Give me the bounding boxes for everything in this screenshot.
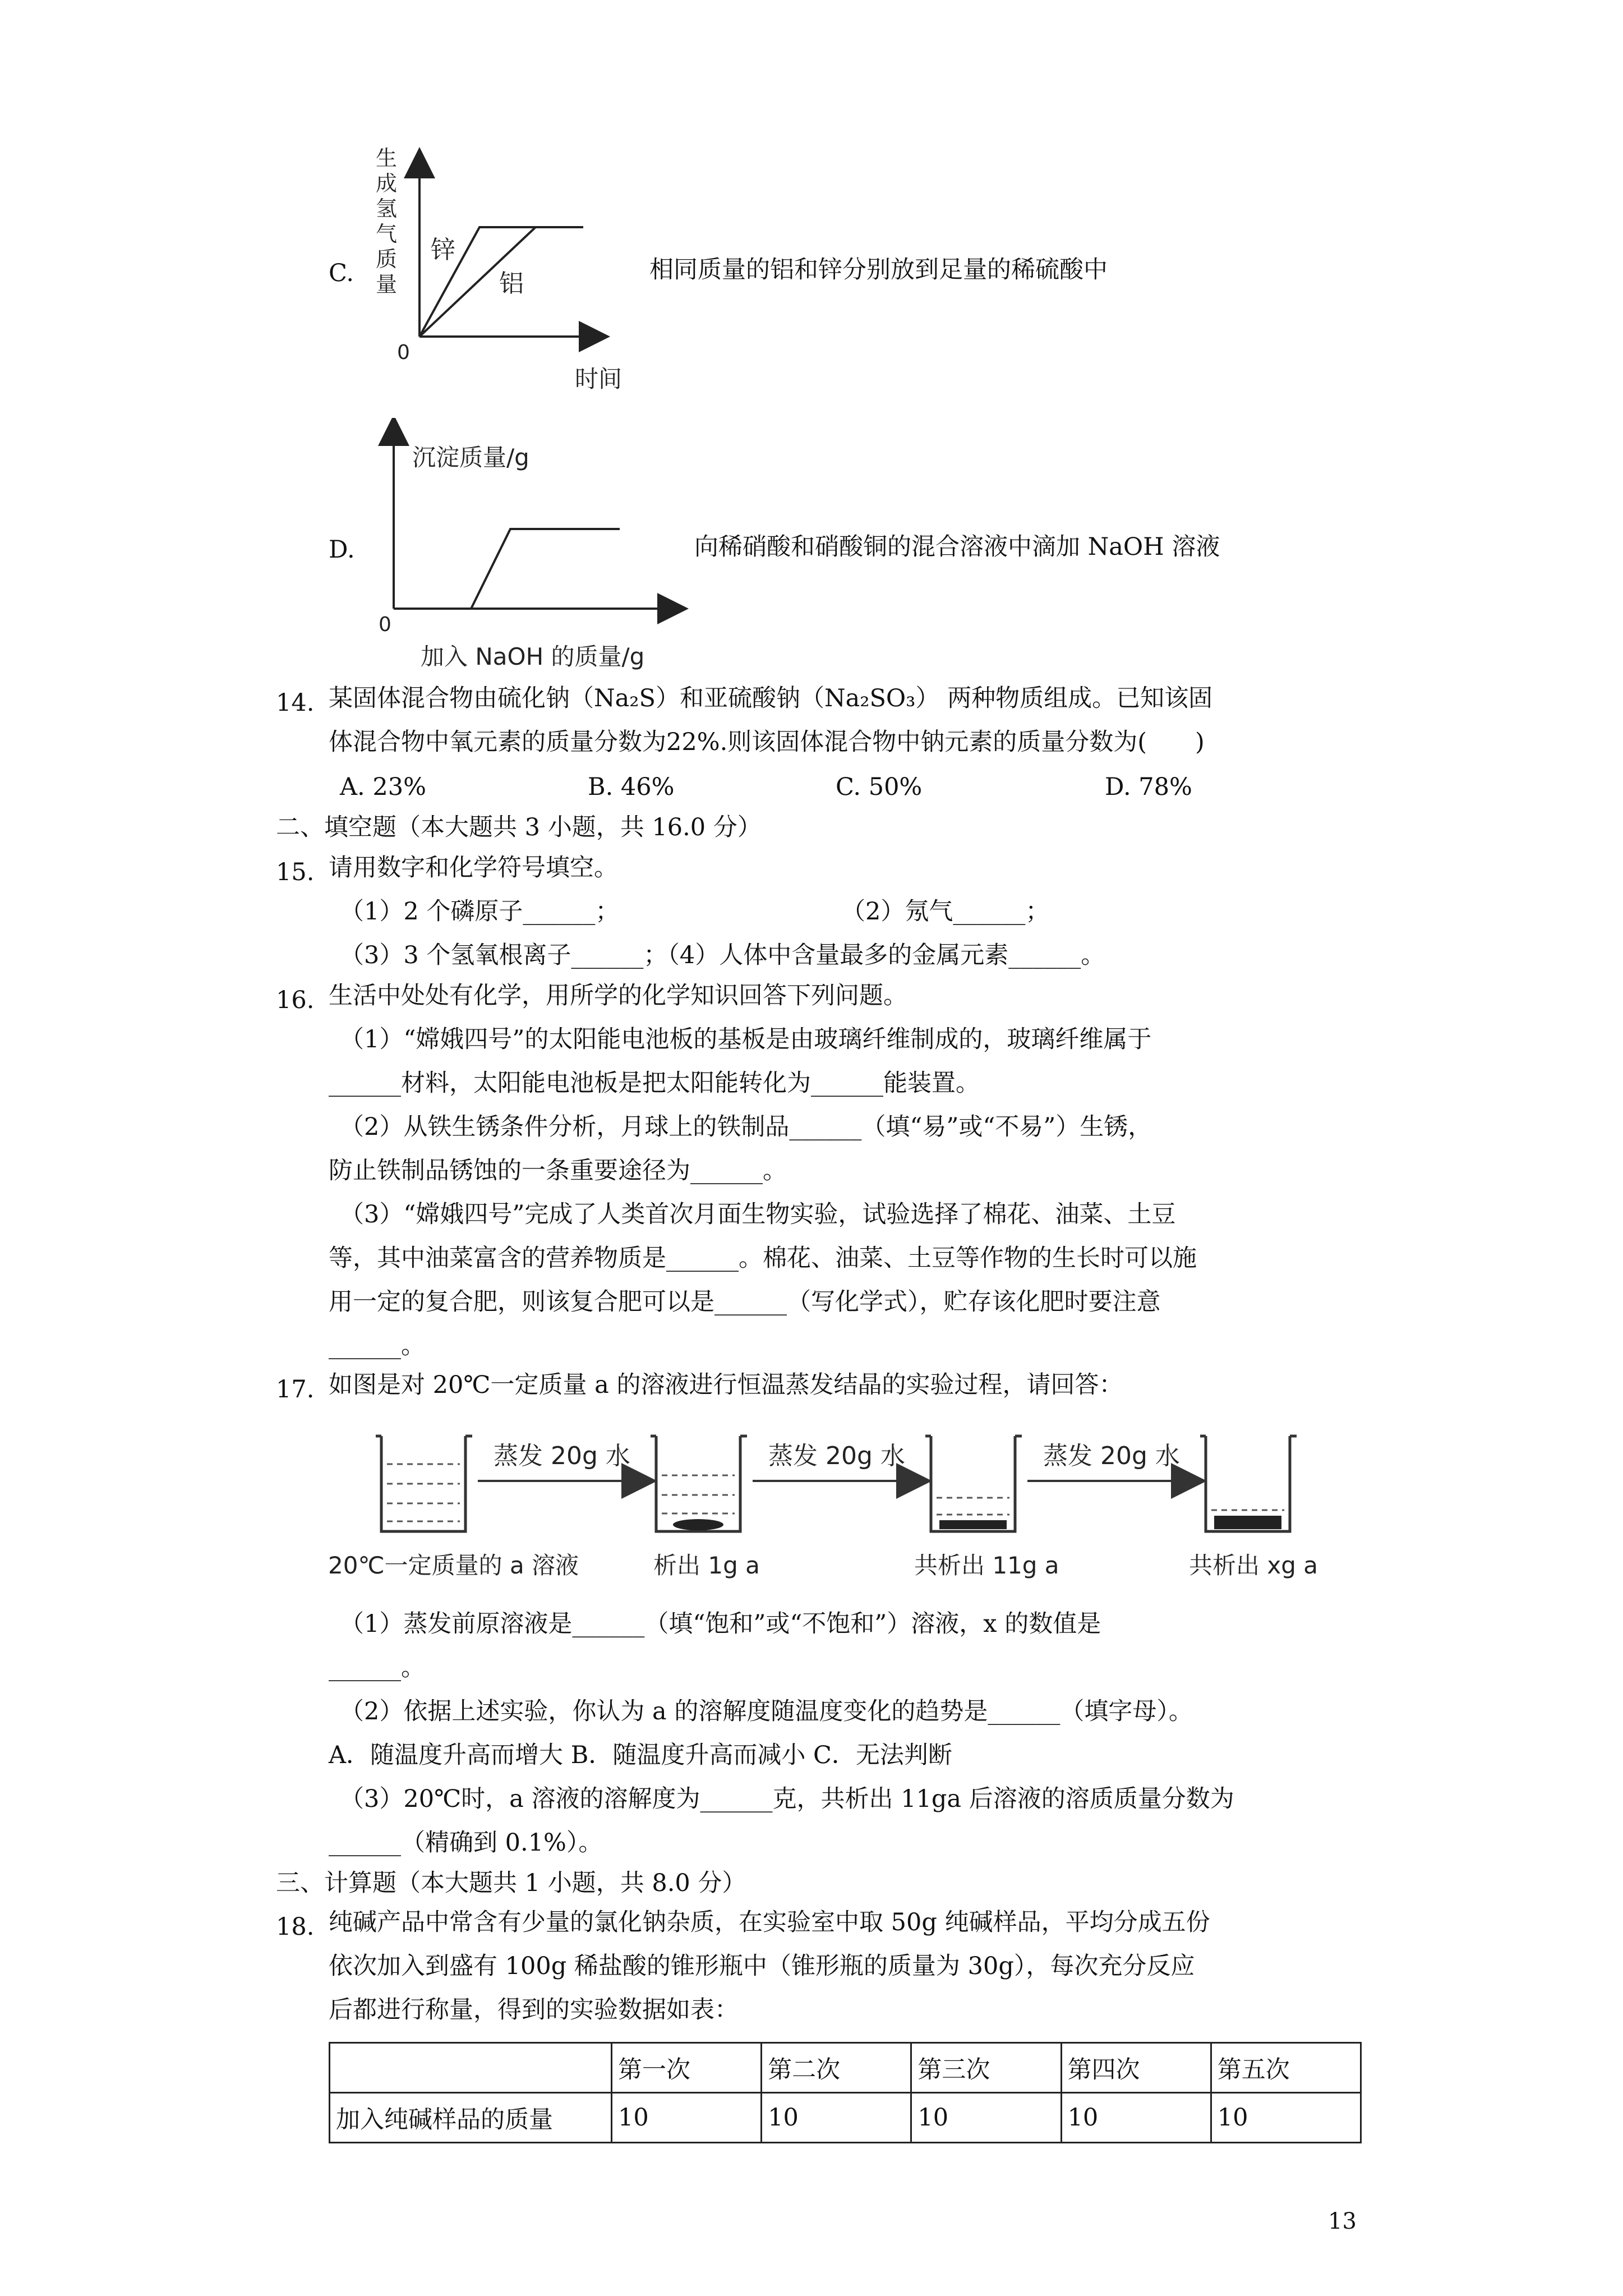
table-row — [330, 2093, 1361, 2143]
q17-line: ______（精确到 0.1%）。 — [329, 1829, 603, 1857]
q14-line1: 某固体混合物由硫化钠（Na₂S）和亚硫酸钠（Na₂SO₃） 两种物质组成。已知该固 — [329, 684, 1213, 712]
table-cell: 加入纯碱样品的质量 — [330, 2093, 612, 2143]
q15-part1: （1）2 个磷原子______； — [340, 898, 620, 926]
q17-stem: 如图是对 20℃一定质量 a 的溶液进行恒温蒸发结晶的实验过程，请回答： — [329, 1371, 1123, 1399]
beaker-4 — [1200, 1436, 1297, 1531]
option-c-label: C. — [329, 259, 354, 287]
q16-line: 等，其中油菜富含的营养物质是______。棉花、油菜、土豆等作物的生长时可以施 — [329, 1244, 1197, 1272]
q16-stem: 生活中处处有化学，用所学的化学知识回答下列问题。 — [329, 982, 907, 1010]
graph-d — [359, 418, 723, 676]
q17-line: （3）20℃时，a 溶液的溶解度为______克，共析出 11ga 后溶液的溶质质量分数为 — [340, 1785, 1234, 1813]
q14-line2: 体混合物中氧元素的质量分数为22%.则该固体混合物中钠元素的质量分数为( ) — [329, 728, 1205, 756]
q18-line: 后都进行称量，得到的实验数据如表： — [329, 1996, 739, 2024]
arrow-2-label: 蒸发 20g 水 — [768, 1442, 905, 1470]
beaker-4-caption: 共析出 xg a — [1189, 1552, 1318, 1579]
q16-line: （2）从铁生锈条件分析，月球上的铁制品______（填“易”或“不易”）生锈， — [340, 1113, 1152, 1141]
table-cell: 10 — [762, 2093, 911, 2143]
beaker-3-caption: 共析出 11g a — [914, 1552, 1059, 1579]
q16-line: 用一定的复合肥，则该复合肥可以是______（写化学式），贮存该化肥时要注意 — [329, 1288, 1161, 1316]
q16-line: （1）“嫦娥四号”的太阳能电池板的基板是由玻璃纤维制成的，玻璃纤维属于 — [340, 1025, 1152, 1053]
table-cell: 10 — [911, 2093, 1061, 2143]
table-header-cell: 第四次 — [1061, 2043, 1211, 2093]
q16-line: 防止铁制品锈蚀的一条重要途径为______。 — [329, 1157, 787, 1185]
q16-number: 16. — [276, 986, 315, 1014]
q16-line: （3）“嫦娥四号”完成了人类首次月面生物实验，试验选择了棉花、油菜、土豆 — [340, 1200, 1176, 1228]
graph-c — [353, 140, 645, 398]
table-cell: 10 — [612, 2093, 762, 2143]
q14-number: 14. — [276, 689, 315, 717]
q15-number: 15. — [276, 858, 315, 886]
table-header-cell: 第一次 — [612, 2043, 762, 2093]
beaker-2-caption: 析出 1g a — [653, 1552, 760, 1579]
evaporation-diagram — [325, 1414, 1357, 1588]
q16-line: ______。 — [329, 1332, 425, 1360]
q15-stem: 请用数字和化学符号填空。 — [329, 854, 618, 882]
q18-line: 依次加入到盛有 100g 稀盐酸的锥形瓶中（锥形瓶的质量为 30g），每次充分反应 — [329, 1952, 1195, 1980]
q17-number: 17. — [276, 1375, 315, 1404]
q15-part2: （2）氖气______； — [841, 898, 1050, 926]
q15-part3: （3）3 个氢氧根离子______；（4）人体中含量最多的金属元素______。 — [340, 941, 1105, 969]
graph-c-zinc-label: 锌 — [431, 236, 455, 264]
table-header-cell: 第三次 — [911, 2043, 1061, 2093]
section-calculation: 三、计算题（本大题共 1 小题，共 8.0 分） — [276, 1869, 746, 1897]
beaker-2 — [651, 1436, 747, 1531]
graph-c-x-label: 时间 — [575, 365, 623, 393]
graph-c-origin: 0 — [397, 341, 410, 364]
table-cell: 10 — [1211, 2093, 1361, 2143]
option-c-text: 相同质量的铝和锌分别放到足量的稀硫酸中 — [649, 256, 1108, 284]
q18-line: 纯碱产品中常含有少量的氯化钠杂质，在实验室中取 50g 纯碱样品，平均分成五份 — [329, 1908, 1210, 1936]
q17-line: （2）依据上述实验，你认为 a 的溶解度随温度变化的趋势是______（填字母）。 — [340, 1697, 1193, 1726]
table-header-cell: 第五次 — [1211, 2043, 1361, 2093]
table-header-cell: 第二次 — [762, 2043, 911, 2093]
beaker-1-caption: 20℃一定质量的 a 溶液 — [328, 1552, 579, 1579]
graph-d-x-label: 加入 NaOH 的质量/g — [421, 643, 645, 670]
table-header-row — [330, 2043, 1361, 2093]
beaker-1 — [376, 1436, 472, 1531]
table-header-cell — [330, 2043, 612, 2093]
q18-number: 18. — [276, 1913, 315, 1941]
table-cell: 10 — [1061, 2093, 1211, 2143]
arrow-3-label: 蒸发 20g 水 — [1043, 1442, 1180, 1470]
q14-option-a: A. 23% — [340, 773, 426, 801]
q14-option-d: D. 78% — [1105, 773, 1192, 801]
page-number: 13 — [1328, 2208, 1357, 2234]
section-fill-in: 二、填空题（本大题共 3 小题，共 16.0 分） — [276, 813, 762, 841]
graph-d-origin: 0 — [379, 613, 391, 636]
arrow-1-label: 蒸发 20g 水 — [494, 1442, 630, 1470]
q14-option-b: B. 46% — [588, 773, 675, 801]
q14-option-c: C. 50% — [836, 773, 923, 801]
q17-line: （1）蒸发前原溶液是______（填“饱和”或“不饱和”）溶液，x 的数值是 — [340, 1610, 1101, 1638]
q17-line: A．随温度升高而增大 B．随温度升高而减小 C．无法判断 — [329, 1741, 952, 1769]
q17-line: ______。 — [329, 1654, 425, 1682]
graph-c-y-label: 生成氢 气质量 — [376, 146, 398, 297]
data-table — [329, 2042, 1362, 2143]
q16-line: ______材料，太阳能电池板是把太阳能转化为______能装置。 — [329, 1069, 980, 1097]
option-d-label: D. — [329, 536, 355, 564]
graph-d-precipitate-line — [471, 529, 620, 609]
graph-c-aluminum-label: 铝 — [499, 269, 524, 298]
graph-d-y-label: 沉淀质量/g — [412, 444, 529, 471]
beaker-3 — [925, 1436, 1022, 1531]
option-d-text: 向稀硝酸和硝酸铜的混合溶液中滴加 NaOH 溶液 — [694, 533, 1220, 561]
